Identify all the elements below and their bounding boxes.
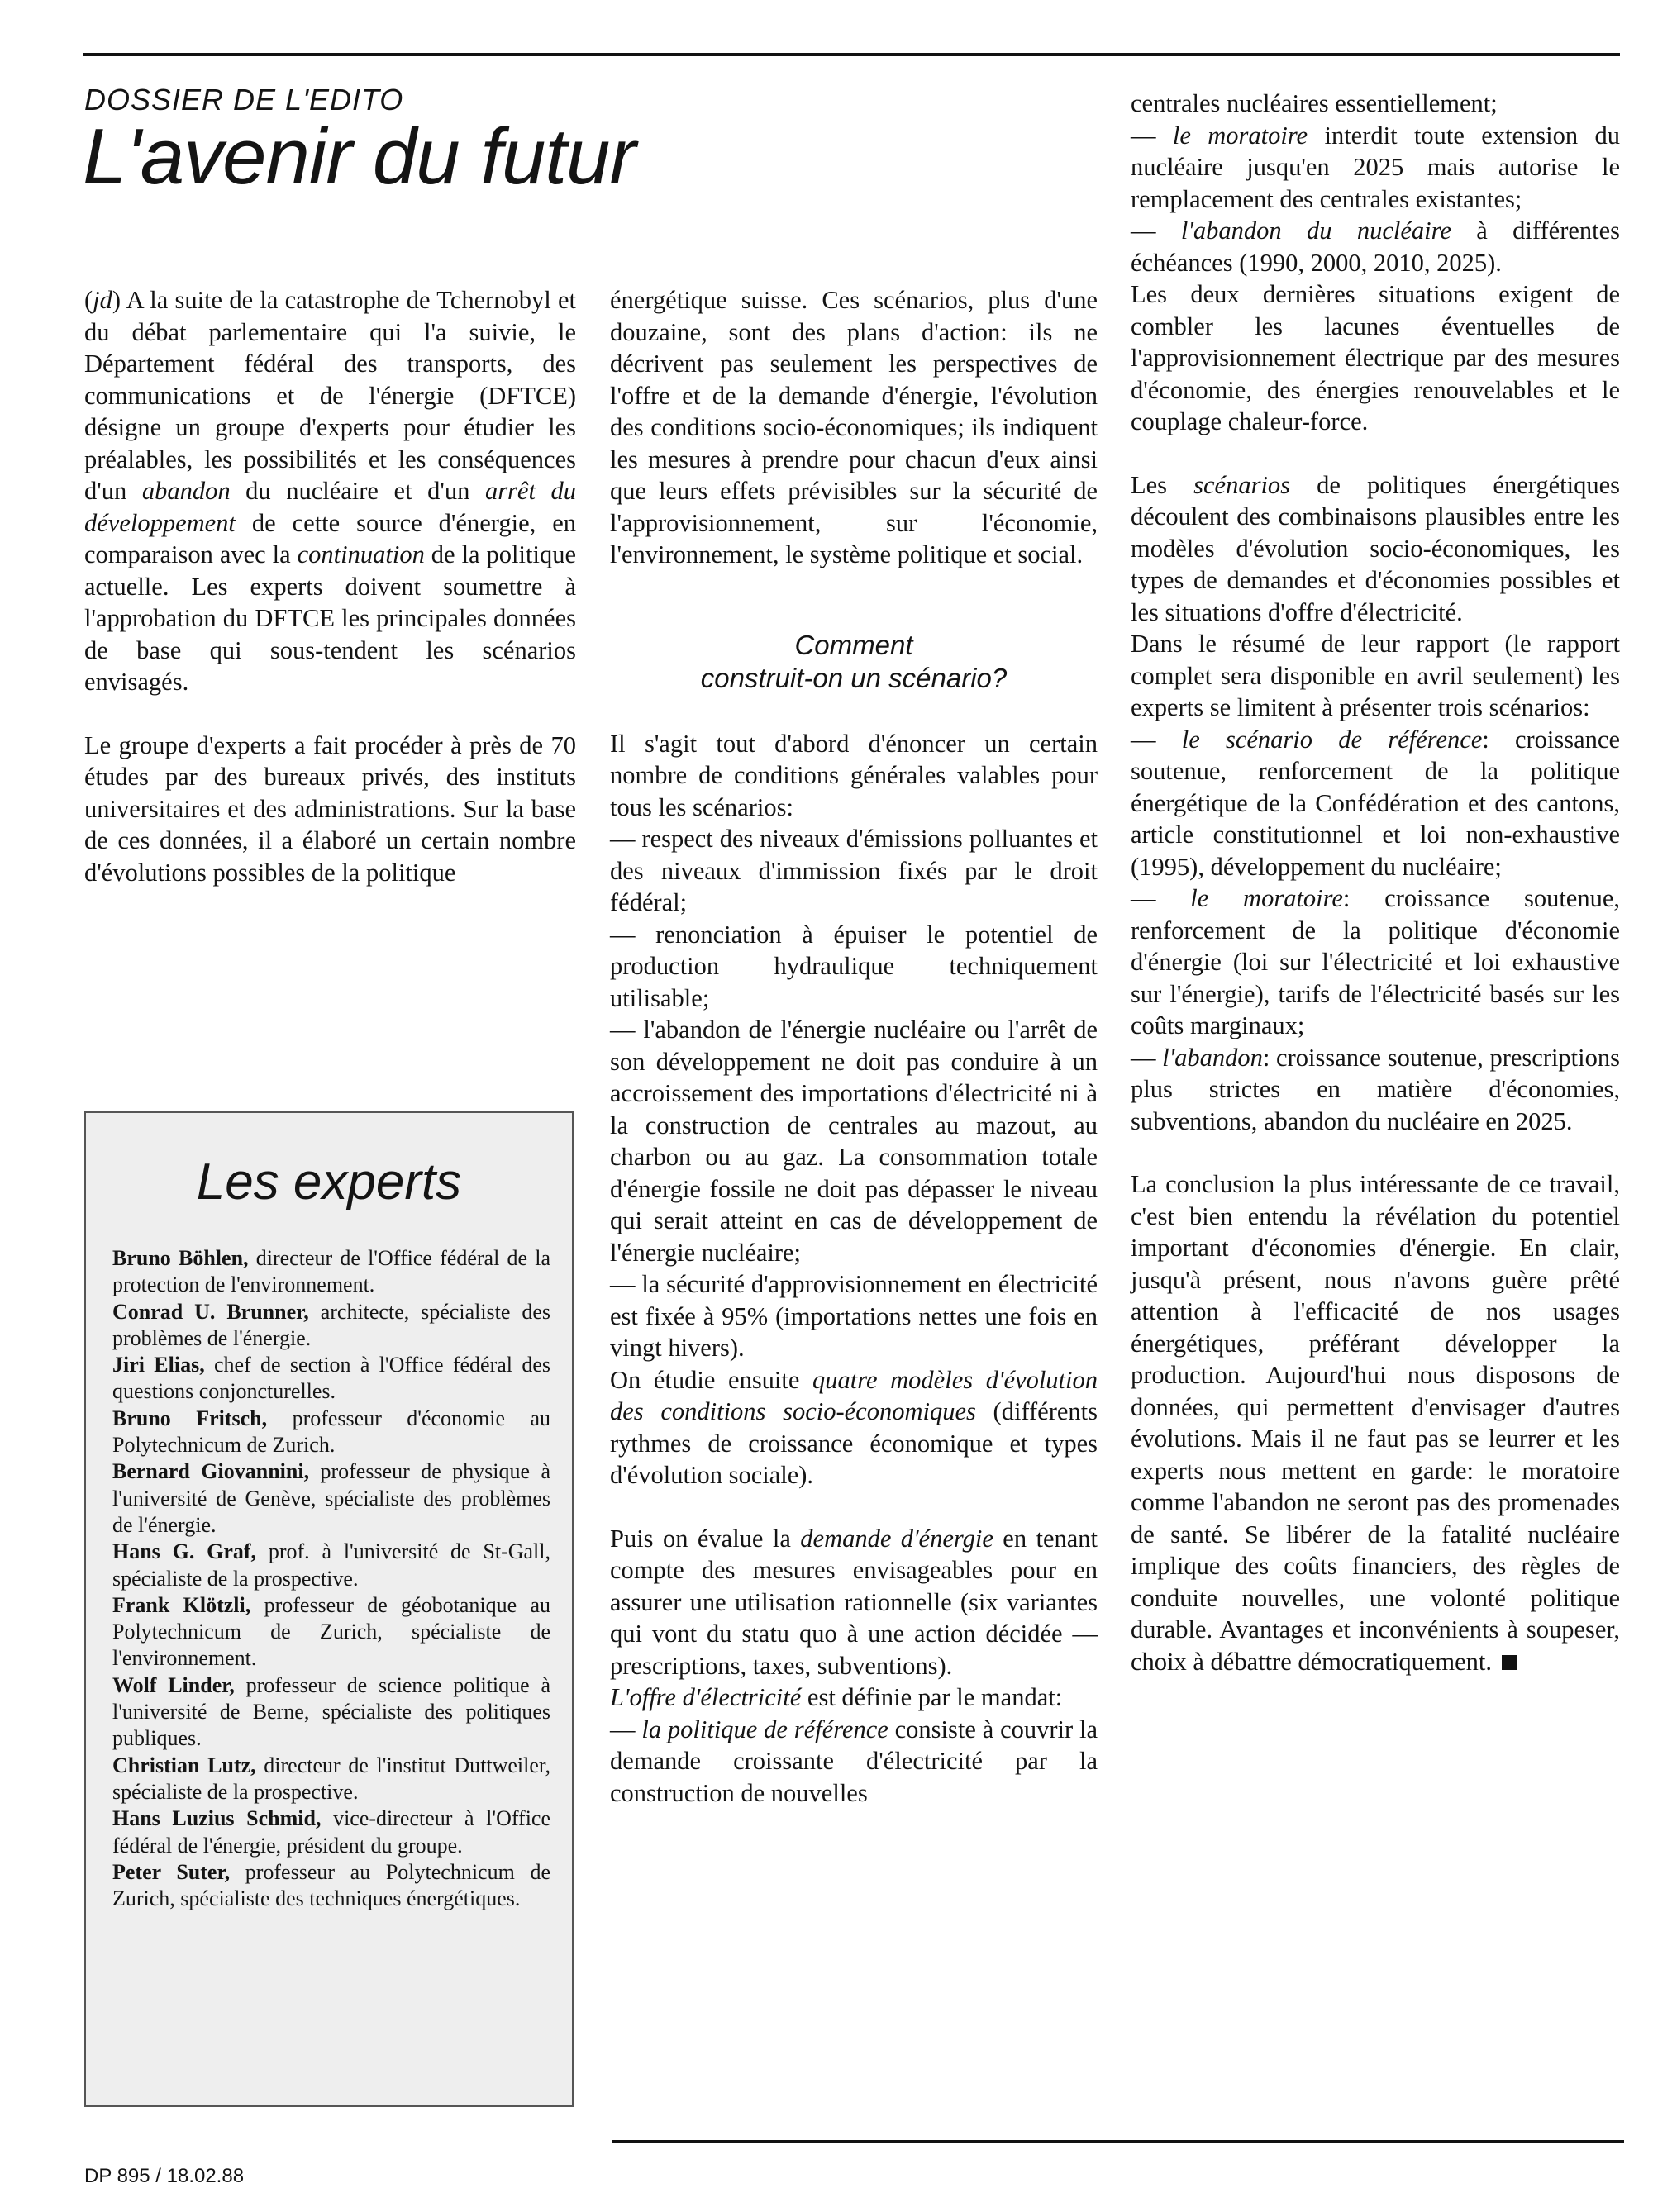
expert-role: vice-directeur à l'Office fédéral de l'énergie, président du groupe. xyxy=(112,1806,550,1858)
expert-entry xyxy=(112,1753,550,1806)
subheading-line: Comment xyxy=(794,629,913,660)
expert-entry xyxy=(112,1672,550,1753)
expert-role: professeur de géobotanique au Polytechnicum de Zurich, spécialiste de l'environnement. xyxy=(112,1592,550,1671)
closing-text: La conclusion la plus intéressante de ce travail, c'est bien entendu la révélation du potentiel important d'économies d'énergie. En clair, jusqu'à présent, nous n'avons guère prêté attention à l'efficacité de nos usages énergétiques, préférant développer la production. Aujourd'hui nous disposons de données, qui permettent d'envisager d'autres évolutions. Mais il ne faut pas se leurrer et les experts nous mettent en garde: le moratoire comme l'abandon ne seront pas des promenades de santé. Se libérer de la fatalité nucléaire implique des coûts financiers, des règles de conduite nouvelles, une volonté politique durable. Avantages et inconvénients à soupeser, choix à débattre démocratiquement. xyxy=(1131,1170,1620,1676)
paragraph: On étudie ensuite quatre modèles d'évolution des conditions socio-économiques (différents rythmes de croissance économique et types d'évolution sociale). xyxy=(610,1365,1098,1489)
end-mark-icon xyxy=(1502,1655,1517,1670)
subheading-line: construit-on un scénario? xyxy=(700,662,1008,693)
article-column-3 xyxy=(1131,88,1620,1677)
paragraph: Le groupe d'experts a fait procéder à près de 70 études par des bureaux privés, des instituts universitaires et des administrations. Sur la base de ces données, il a élaboré un certain nombre d'évolutions possibles de la politique xyxy=(84,730,576,887)
list-item: — renonciation à épuiser le potentiel de production hydraulique techniquement utilisable; xyxy=(610,920,1098,1012)
emphasis: le moratoire xyxy=(1190,884,1343,912)
list-item: — le moratoire interdit toute extension du nucléaire jusqu'en 2025 mais autorise le remplacement des centrales existantes; xyxy=(1131,121,1621,213)
expert-name: Frank Klötzli, xyxy=(112,1592,251,1617)
article-title: L'avenir du futur xyxy=(83,112,636,201)
expert-role: directeur de l'institut Duttweiler, spécialiste de la prospective. xyxy=(112,1753,550,1804)
expert-entry xyxy=(112,1539,550,1592)
expert-name: Hans Luzius Schmid, xyxy=(112,1806,322,1831)
expert-name: Bruno Fritsch, xyxy=(112,1406,268,1430)
expert-name: Bernard Giovannini, xyxy=(112,1459,310,1484)
emphasis: le scénario de référence xyxy=(1181,725,1483,754)
list-item: — l'abandon: croissance soutenue, prescriptions plus strictes en matière d'économies, subventions, abandon du nucléaire en 2025. xyxy=(1131,1043,1620,1135)
list-item: — l'abandon du nucléaire à différentes échéances (1990, 2000, 2010, 2025). xyxy=(1131,216,1621,277)
article-column-2 xyxy=(610,284,1098,1809)
experts-sidebar xyxy=(84,1111,574,2107)
expert-role: directeur de l'Office fédéral de la protection de l'environnement. xyxy=(112,1246,551,1297)
expert-entry xyxy=(112,1352,550,1406)
expert-role: professeur au Polytechnicum de Zurich, spécialiste des techniques énergétiques. xyxy=(112,1859,550,1911)
article-column-1 xyxy=(84,284,576,888)
expert-name: Conrad U. Brunner, xyxy=(112,1299,309,1324)
bottom-rule xyxy=(612,2140,1624,2143)
paragraph: Puis on évalue la demande d'énergie en tenant compte des mesures envisageables pour en assurer une utilisation rationnelle (six variantes qui vont du statu quo à une action décidée — prescriptions, taxes, subventions). xyxy=(610,1524,1098,1680)
expert-entry xyxy=(112,1805,550,1859)
emphasis: abandon xyxy=(141,477,231,505)
paragraph: Il s'agit tout d'abord d'énoncer un certain nombre de conditions générales valables pour tous les scénarios: xyxy=(610,729,1098,821)
subheading xyxy=(610,629,1098,695)
expert-role: prof. à l'université de St-Gall, spécialiste de la prospective. xyxy=(112,1539,551,1591)
list-item: — l'abandon de l'énergie nucléaire ou l'arrêt de son développement ne doit pas conduire à un accroissement des importations d'électricité ni à la construction de centrales au mazout, au charbon ou au gaz. La consommation totale d'énergie fossile ne doit pas dépasser le niveau qui serait atteint en cas de développement de l'énergie nucléaire; xyxy=(610,1016,1098,1267)
paragraph: (jd) A la suite de la catastrophe de Tchernobyl et du débat parlementaire qui l'a suivie, le Département fédéral des transports, des communications et de l'énergie (DFTCE) désigne un groupe d'experts pour étudier les préalables, les possibilités et les conséquences d'un abandon du nucléaire et d'un arrêt du développement de cette source d'énergie, en comparaison avec la continuation de la politique actuelle. Les experts doivent soumettre à l'approbation du DFTCE les principales données de base qui sous-tendent les scénarios envisagés. xyxy=(84,286,577,696)
expert-list xyxy=(112,1245,550,1912)
issue-footer: DP 895 / 18.02.88 xyxy=(84,2165,245,2187)
emphasis: la politique de référence xyxy=(641,1715,888,1743)
emphasis: arrêt du développement xyxy=(84,477,577,537)
expert-entry xyxy=(112,1592,550,1672)
emphasis: quatre modèles d'évolution des conditions socio-économiques xyxy=(610,1365,1098,1425)
top-rule xyxy=(83,53,1620,56)
expert-name: Peter Suter, xyxy=(112,1859,231,1884)
expert-entry xyxy=(112,1406,550,1459)
paragraph: Les scénarios de politiques énergétiques découlent des combinaisons plausibles entre les modèles d'évolution socio-économiques, les types de demandes et d'économies possibles et les situations d'offre d'électricité. xyxy=(1131,470,1620,626)
list-item: centrales nucléaires essentiellement; xyxy=(1131,89,1498,117)
list-item: — respect des niveaux d'émissions polluantes et des niveaux d'immission fixés par le droit fédéral; xyxy=(610,825,1098,916)
expert-entry xyxy=(112,1458,550,1539)
expert-role: professeur de physique à l'université de Genève, spécialiste des problèmes de l'énergie. xyxy=(112,1459,550,1537)
expert-entry xyxy=(112,1299,550,1353)
paragraph xyxy=(1131,1168,1620,1677)
list-item: — la sécurité d'approvisionnement en électricité est fixée à 95% (importations nettes une fois en vingt hivers). xyxy=(610,1270,1098,1362)
paragraph: Les deux dernières situations exigent de combler les lacunes éventuelles de l'approvisionnement électrique par des mesures d'économie, des énergies renouvelables et le couplage chaleur-force. xyxy=(1131,280,1620,435)
emphasis: scénarios xyxy=(1193,470,1291,499)
emphasis: le moratoire xyxy=(1172,121,1308,150)
sidebar-title: Les experts xyxy=(196,1154,462,1211)
expert-name: Jiri Elias, xyxy=(112,1353,205,1377)
list-item: — la politique de référence consiste à couvrir la demande croissante d'électricité par la construction de nouvelles xyxy=(610,1715,1098,1807)
emphasis: l'abandon du nucléaire xyxy=(1180,216,1451,245)
expert-role: professeur d'économie au Polytechnicum de Zurich. xyxy=(112,1406,550,1458)
emphasis: l'abandon xyxy=(1162,1043,1263,1072)
expert-entry xyxy=(112,1859,550,1913)
expert-name: Hans G. Graf, xyxy=(112,1539,257,1564)
emphasis: demande d'énergie xyxy=(800,1524,993,1553)
emphasis: L'offre d'électricité xyxy=(610,1683,802,1711)
paragraph: L'offre d'électricité est définie par le mandat: xyxy=(610,1683,1063,1711)
emphasis: continuation xyxy=(297,540,425,568)
paragraph: énergétique suisse. Ces scénarios, plus d'une douzaine, sont des plans d'action: ils ne décrivent pas seulement les perspectives de l'offre et de la demande d'énergie, l'évolution des conditions socio-économiques; ils indiquent les mesures à prendre pour chacun d'eux ainsi que leurs effets prévisibles sur la sécurité de l'approvisionnement, sur l'économie, l'environnement, le système politique et social. xyxy=(610,286,1098,568)
expert-name: Christian Lutz, xyxy=(112,1753,256,1777)
list-item: — le moratoire: croissance soutenue, renforcement de la politique d'économie d'énergie (loi sur l'électricité et loi exhaustive sur l'énergie), tarifs de l'électricité basés sur les coûts marginaux; xyxy=(1131,884,1620,1039)
section-kicker: DOSSIER DE L'EDITO xyxy=(84,83,404,117)
expert-role: architecte, spécialiste des problèmes de l'énergie. xyxy=(112,1299,551,1350)
expert-role: chef de section à l'Office fédéral des questions conjoncturelles. xyxy=(112,1353,550,1404)
expert-name: Bruno Böhlen, xyxy=(112,1246,249,1270)
paragraph: Dans le résumé de leur rapport (le rapport complet sera disponible en avril seulement) les experts se limitent à présenter trois scénarios: xyxy=(1131,630,1620,721)
emphasis: jd xyxy=(93,286,112,314)
expert-role: professeur de science politique à l'université de Berne, spécialiste des politiques publiques. xyxy=(112,1672,550,1751)
expert-name: Wolf Linder, xyxy=(112,1672,235,1697)
list-item: — le scénario de référence: croissance soutenue, renforcement de la politique énergétique de la Confédération et des cantons, article constitutionnel et loi non-exhaustive (1995), développement du nucléaire; xyxy=(1131,725,1621,881)
expert-entry xyxy=(112,1245,550,1299)
